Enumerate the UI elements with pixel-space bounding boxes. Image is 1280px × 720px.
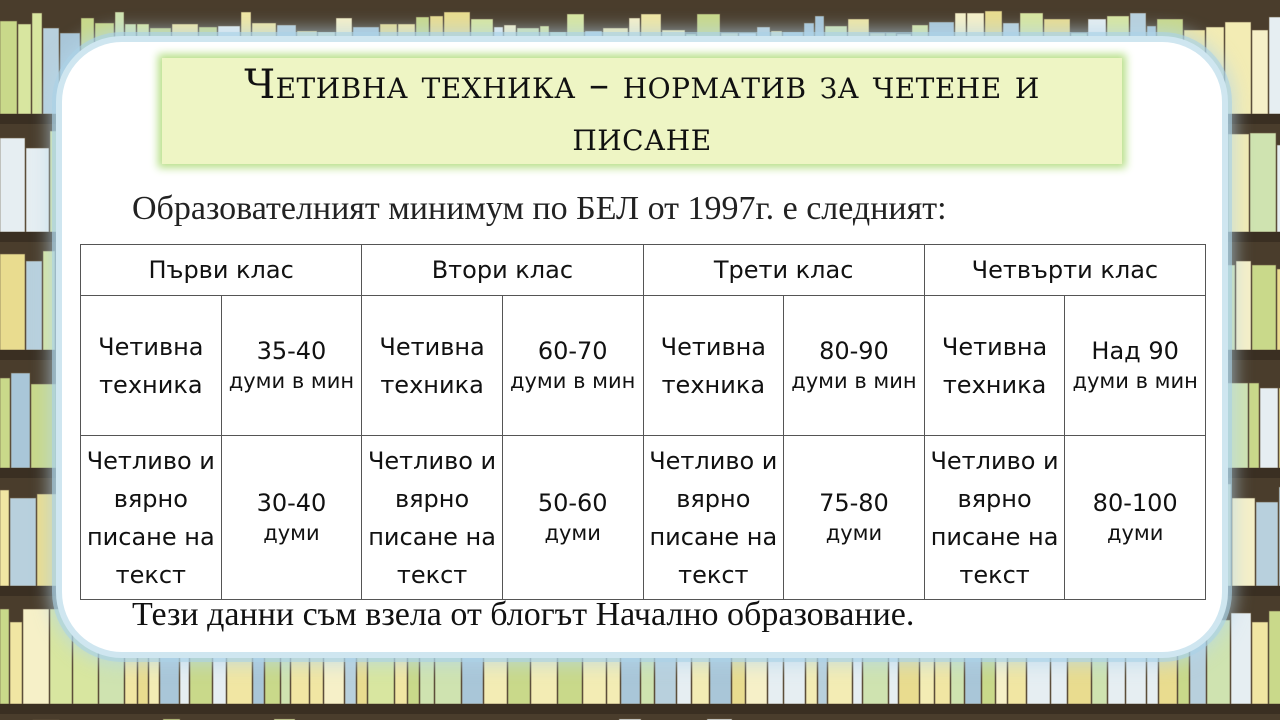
slide-title: Четивна техника – норматив за четене и писане: [244, 62, 1040, 160]
header-grade-2: Втори клас: [362, 245, 643, 296]
writing-label-1: Четливо и вярно писане на текст: [81, 436, 222, 600]
header-grade-4: Четвърти клас: [924, 245, 1205, 296]
value-number: 35-40: [256, 336, 327, 365]
writing-value-1: [221, 436, 362, 600]
writing-value-3: [784, 436, 925, 600]
writing-label-2: Четливо и вярно писане на текст: [362, 436, 503, 600]
value-number: 60-70: [537, 336, 608, 365]
value-number: 30-40: [256, 488, 327, 517]
value-unit: думи в мин: [1072, 368, 1198, 393]
title-banner: [162, 58, 1122, 164]
value-unit: думи в мин: [509, 368, 636, 393]
value-unit: думи: [1106, 520, 1164, 545]
reading-value-4: [1065, 296, 1206, 436]
value-unit: думи в мин: [791, 368, 917, 393]
value-number: 50-60: [537, 488, 608, 517]
table-row-writing: [81, 436, 1206, 600]
header-grade-3: Трети клас: [643, 245, 924, 296]
reading-label-1: Четивна техника: [81, 296, 222, 436]
reading-label-2: Четивна техника: [362, 296, 503, 436]
table-header-row: [81, 245, 1206, 296]
value-number: Над 90: [1091, 336, 1179, 365]
intro-text: Образователният минимум по БЕЛ от 1997г. е следният:: [132, 190, 947, 227]
value-unit: думи: [263, 520, 320, 545]
value-number: 80-90: [819, 336, 889, 365]
writing-value-2: [502, 436, 643, 600]
reading-writing-norms-table: [80, 244, 1206, 600]
writing-label-4: Четливо и вярно писане на текст: [924, 436, 1065, 600]
value-unit: думи: [544, 520, 601, 545]
reading-value-1: [221, 296, 362, 436]
reading-value-3: [784, 296, 925, 436]
reading-label-3: Четивна техника: [643, 296, 784, 436]
value-number: 80-100: [1092, 488, 1178, 517]
reading-label-4: Четивна техника: [924, 296, 1065, 436]
value-unit: думи: [825, 520, 883, 545]
reading-value-2: [502, 296, 643, 436]
writing-value-4: [1065, 436, 1206, 600]
source-note: Тези данни съм взела от блогът Начално образование.: [132, 596, 915, 633]
value-unit: думи в мин: [228, 368, 355, 393]
header-grade-1: Първи клас: [81, 245, 362, 296]
value-number: 75-80: [819, 488, 889, 517]
writing-label-3: Четливо и вярно писане на текст: [643, 436, 784, 600]
table-row-reading: [81, 296, 1206, 436]
